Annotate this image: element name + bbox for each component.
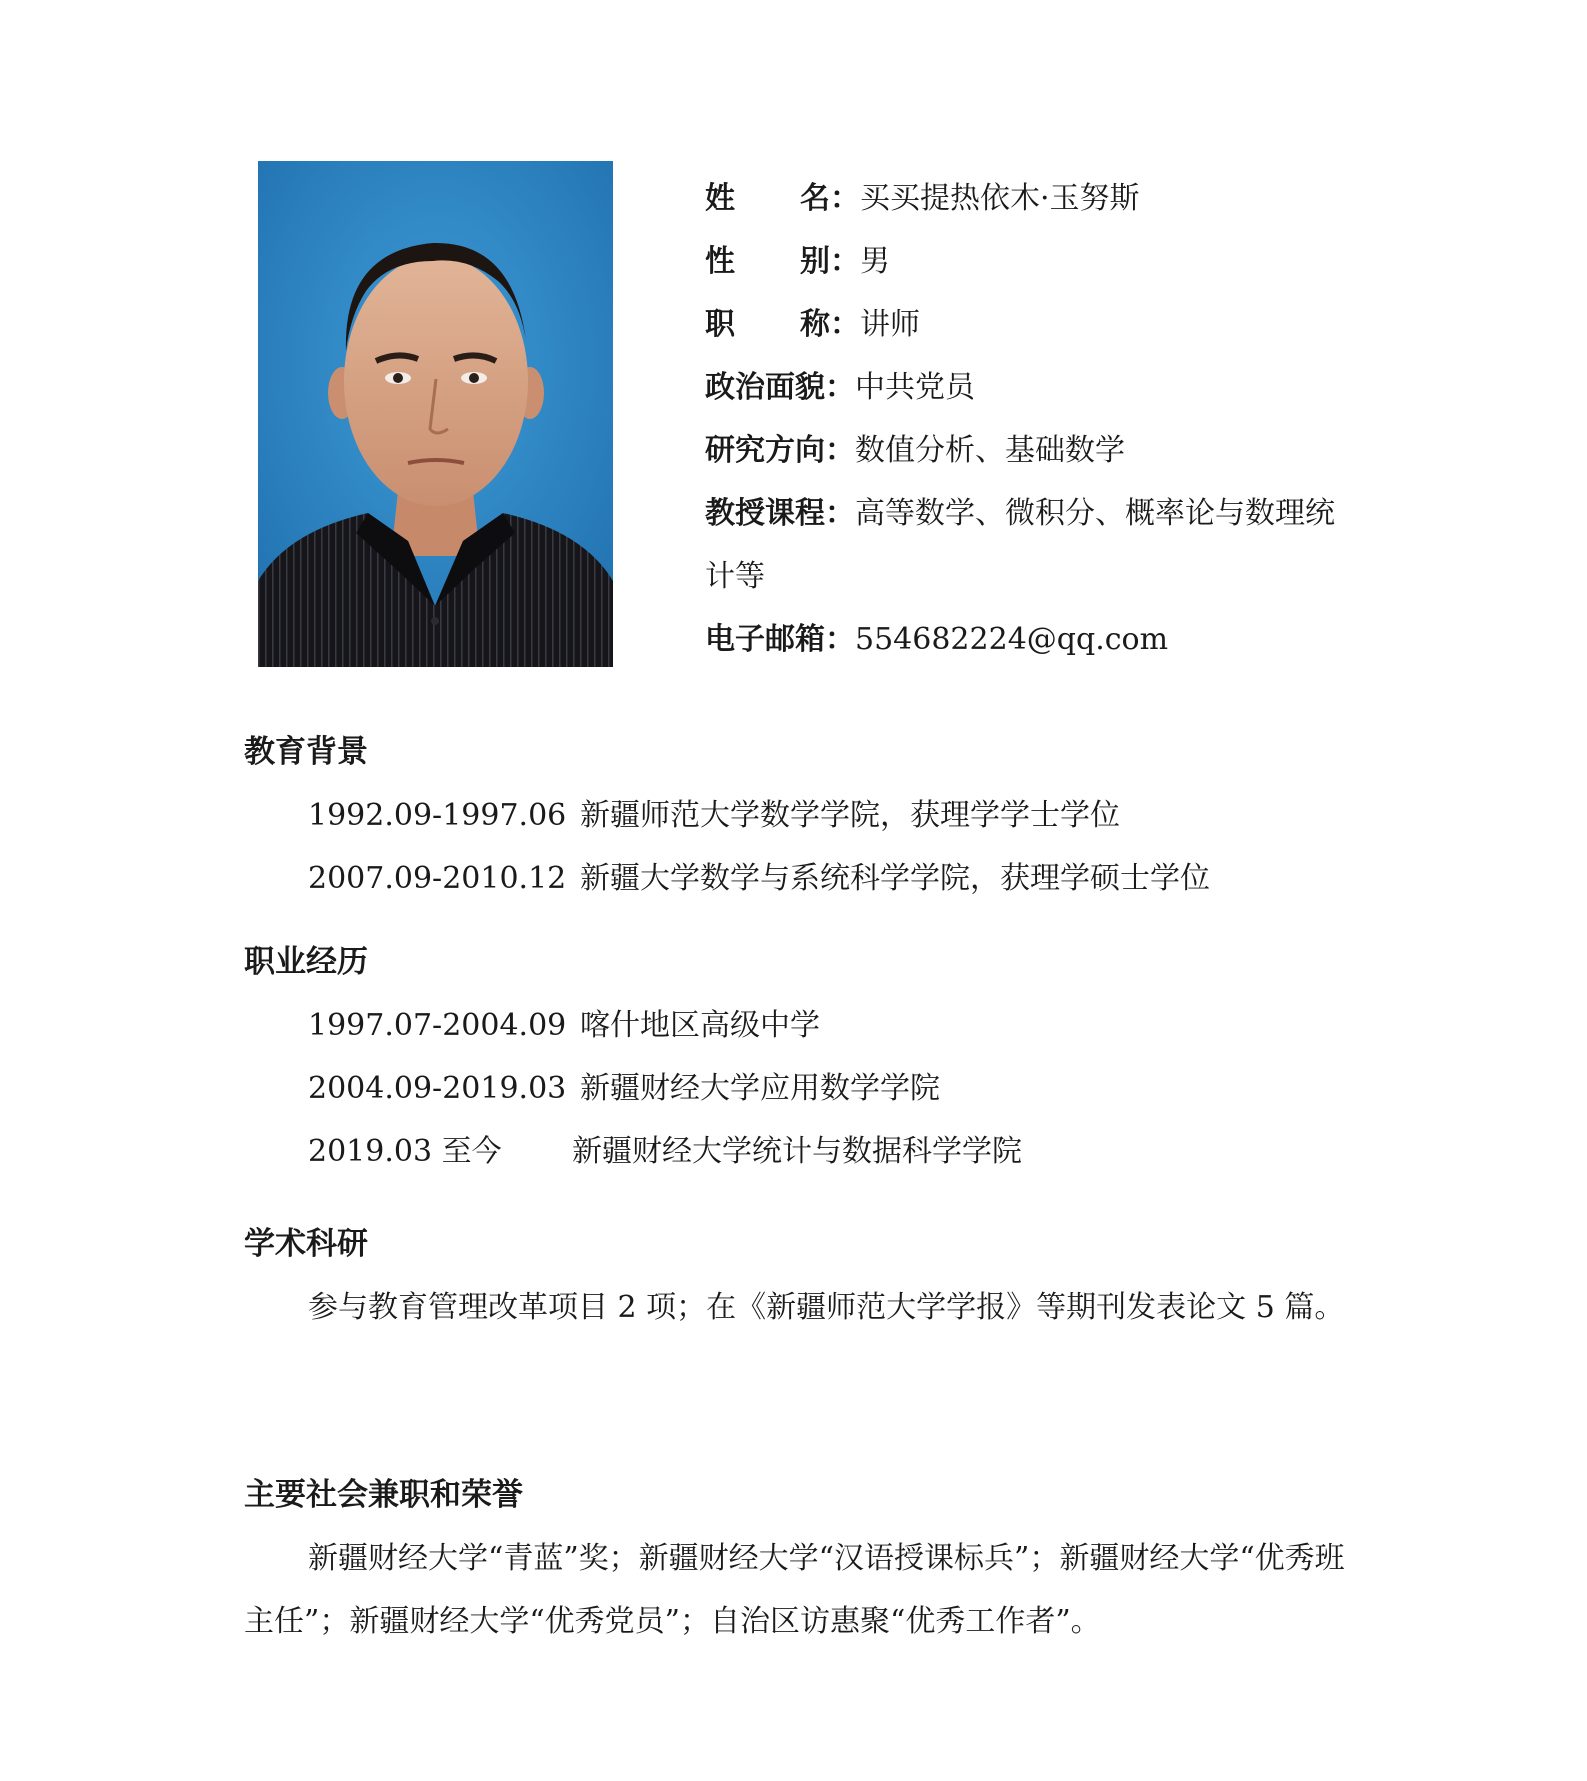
title-value: 讲师 xyxy=(860,307,920,342)
career-entry xyxy=(244,994,1364,1057)
courses-label: 教授课程： xyxy=(705,496,855,531)
education-section xyxy=(244,721,1364,910)
research-row xyxy=(705,419,1345,482)
name-label: 姓 名： xyxy=(705,181,860,216)
research-text: 参与教育管理改革项目 2 项；在《新疆师范大学学报》等期刊发表论文 5 篇。 xyxy=(308,1290,1345,1325)
email-label: 电子邮箱： xyxy=(705,622,855,657)
research-title: 学术科研 xyxy=(244,1226,368,1262)
email-value[interactable]: 554682224@qq.com xyxy=(855,622,1169,657)
career-section xyxy=(244,931,1364,1183)
political-label: 政治面貌： xyxy=(705,370,855,405)
political-row xyxy=(705,356,1345,419)
email-row xyxy=(705,608,1345,671)
career-detail: 喀什地区高级中学 xyxy=(580,1008,820,1043)
career-period: 1997.07-2004.09 xyxy=(308,1008,567,1043)
courses-row xyxy=(705,482,1345,608)
career-detail: 新疆财经大学应用数学学院 xyxy=(580,1071,940,1106)
title-label: 职 称： xyxy=(705,307,860,342)
gender-label: 性 别： xyxy=(705,244,860,279)
education-period: 2007.09-2010.12 xyxy=(308,861,567,896)
education-entry xyxy=(244,847,1364,910)
education-entry xyxy=(244,784,1364,847)
political-value: 中共党员 xyxy=(855,370,975,405)
profile-photo xyxy=(258,161,613,667)
gender-value: 男 xyxy=(860,244,890,279)
honors-title: 主要社会兼职和荣誉 xyxy=(244,1477,523,1513)
education-period: 1992.09-1997.06 xyxy=(308,798,567,833)
career-period: 2004.09-2019.03 xyxy=(308,1071,567,1106)
career-detail: 新疆财经大学统计与数据科学学院 xyxy=(572,1134,1022,1169)
career-entry xyxy=(244,1057,1364,1120)
career-entry xyxy=(244,1120,1364,1183)
research-label: 研究方向： xyxy=(705,433,855,468)
research-section xyxy=(244,1213,1364,1339)
title-row xyxy=(705,293,1345,356)
courses-value: 高等数学、微积分、概率论与数理统计等 xyxy=(705,496,1335,594)
education-title: 教育背景 xyxy=(244,734,368,770)
name-row xyxy=(705,167,1345,230)
honors-section xyxy=(244,1464,1364,1653)
education-detail: 新疆师范大学数学学院，获理学学士学位 xyxy=(580,798,1120,833)
career-period: 2019.03 至今 xyxy=(308,1134,502,1169)
honors-text: 新疆财经大学“青蓝”奖；新疆财经大学“汉语授课标兵”；新疆财经大学“优秀班主任”；新疆财经大学“优秀党员”；自治区访惠聚“优秀工作者”。 xyxy=(244,1541,1345,1639)
education-detail: 新疆大学数学与系统科学学院，获理学硕士学位 xyxy=(580,861,1210,896)
research-value: 数值分析、基础数学 xyxy=(855,433,1125,468)
career-title: 职业经历 xyxy=(244,944,368,980)
gender-row xyxy=(705,230,1345,293)
profile-info xyxy=(705,167,1345,671)
name-value: 买买提热依木·玉努斯 xyxy=(860,181,1140,216)
